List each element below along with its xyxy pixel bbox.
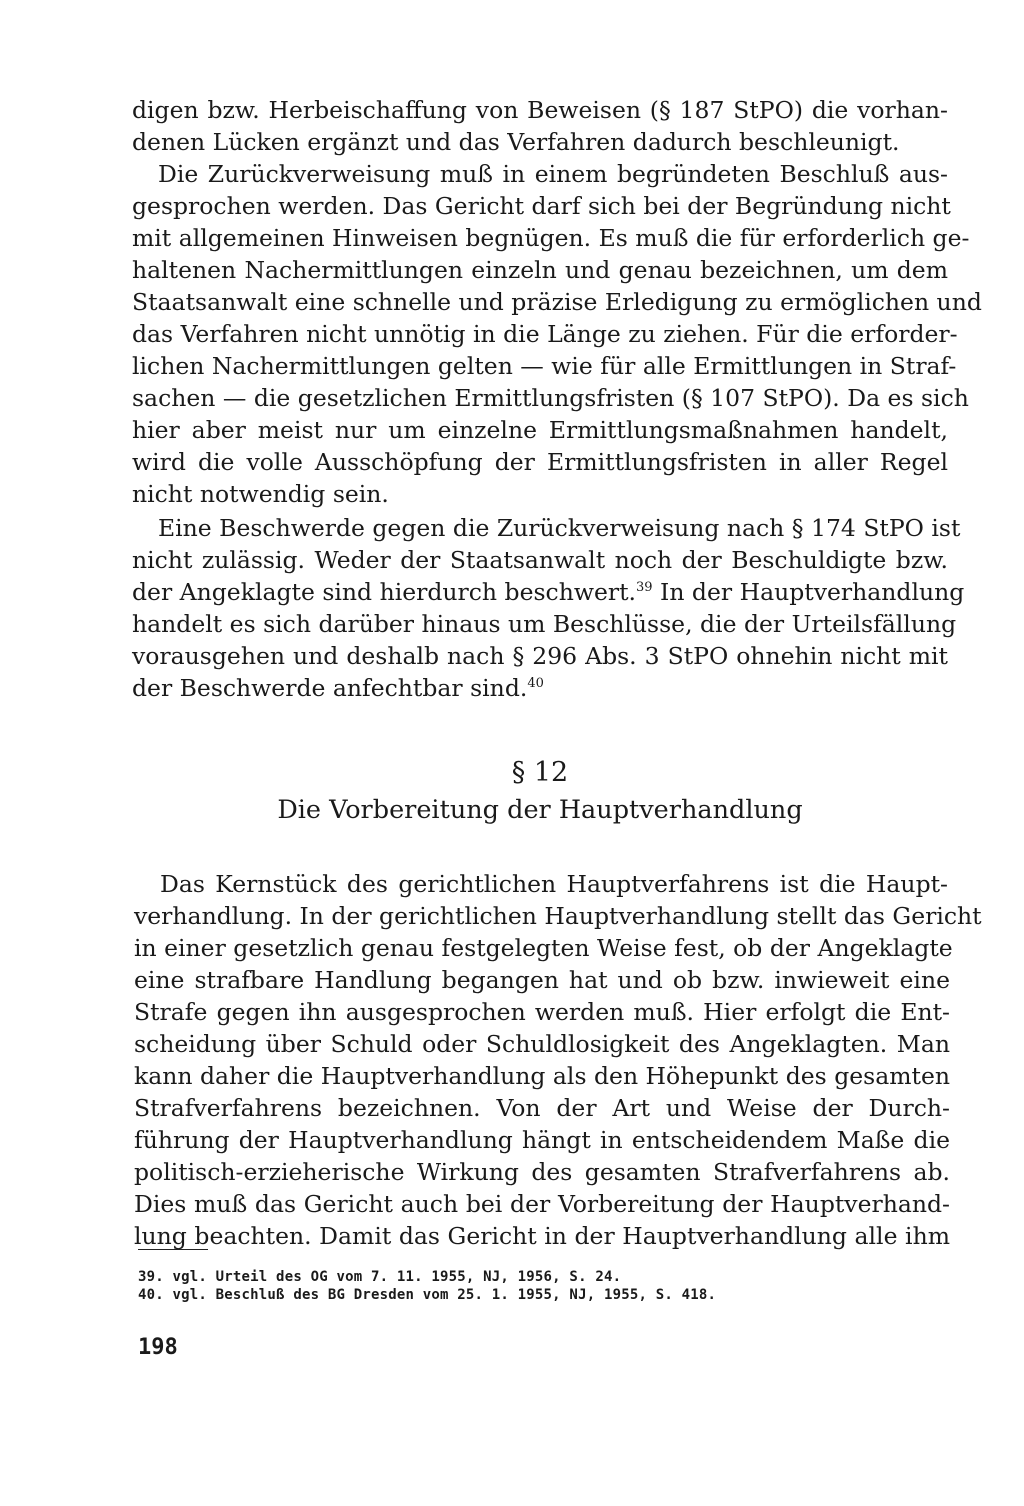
text-line: denen Lücken ergänzt und das Verfahren dadurch beschleunigt. bbox=[132, 128, 900, 156]
text-line: Strafe gegen ihn ausgesprochen werden muß. Hier erfolgt die Ent- bbox=[134, 998, 950, 1026]
text-line: mit allgemeinen Hinweisen begnügen. Es muß die für erforderlich ge- bbox=[132, 224, 970, 252]
text-line: wird die volle Ausschöpfung der Ermittlungsfristen in aller Regel bbox=[132, 448, 948, 476]
text-line: nicht notwendig sein. bbox=[132, 480, 389, 508]
footnote-separator bbox=[138, 1249, 208, 1250]
text-line: das Verfahren nicht unnötig in die Länge zu ziehen. Für die erforder- bbox=[132, 320, 958, 348]
text-line: kann daher die Hauptverhandlung als den Höhepunkt des gesamten bbox=[134, 1062, 950, 1090]
text-line: verhandlung. In der gerichtlichen Hauptverhandlung stellt das Gericht bbox=[134, 902, 982, 930]
text-line: hier aber meist nur um einzelne Ermittlungsmaßnahmen handelt, bbox=[132, 416, 948, 444]
text-line: vorausgehen und deshalb nach § 296 Abs. 3 StPO ohnehin nicht mit bbox=[132, 642, 948, 670]
text-line: Das Kernstück des gerichtlichen Hauptverfahrens ist die Haupt- bbox=[160, 870, 948, 898]
text-segment: In der Hauptverhandlung bbox=[660, 578, 965, 606]
footnote-ref-39: 39 bbox=[636, 580, 653, 596]
text-line: nicht zulässig. Weder der Staatsanwalt noch der Beschuldigte bzw. bbox=[132, 546, 948, 574]
footnote-40: 40. vgl. Beschluß des BG Dresden vom 25. 1. 1955, NJ, 1955, S. 418. bbox=[138, 1287, 717, 1303]
text-line: eine strafbare Handlung begangen hat und ob bzw. inwieweit eine bbox=[134, 966, 950, 994]
text-line: lichen Nachermittlungen gelten — wie für alle Ermittlungen in Straf- bbox=[132, 352, 957, 380]
footnote-39: 39. vgl. Urteil des OG vom 7. 11. 1955, NJ, 1956, S. 24. bbox=[138, 1269, 622, 1285]
text-line: haltenen Nachermittlungen einzeln und genau bezeichnen, um dem bbox=[132, 256, 948, 284]
section-title: Die Vorbereitung der Hauptverhandlung bbox=[277, 795, 803, 825]
page-number: 198 bbox=[138, 1335, 178, 1360]
text-line: in einer gesetzlich genau festgelegten Weise fest, ob der Angeklagte bbox=[134, 934, 953, 962]
text-line-with-footnote bbox=[132, 576, 965, 608]
text-line: Staatsanwalt eine schnelle und präzise Erledigung zu ermöglichen und bbox=[132, 288, 982, 316]
text-line-with-footnote bbox=[132, 672, 948, 704]
text-line: digen bzw. Herbeischaffung von Beweisen (§ 187 StPO) die vorhan- bbox=[132, 96, 948, 124]
text-line: Dies muß das Gericht auch bei der Vorbereitung der Hauptverhand- bbox=[134, 1190, 950, 1218]
text-line: politisch-erzieherische Wirkung des gesamten Strafverfahrens ab. bbox=[134, 1158, 950, 1186]
section-number: § 12 bbox=[511, 757, 569, 788]
text-line: Eine Beschwerde gegen die Zurückverweisung nach § 174 StPO ist bbox=[158, 514, 961, 542]
text-line: sachen — die gesetzlichen Ermittlungsfristen (§ 107 StPO). Da es sich bbox=[132, 384, 969, 412]
text-segment: der Angeklagte sind hierdurch beschwert. bbox=[132, 578, 637, 606]
text-segment: der Beschwerde anfechtbar sind. bbox=[132, 674, 528, 702]
text-line: führung der Hauptverhandlung hängt in entscheidendem Maße die bbox=[134, 1126, 950, 1154]
footnote-ref-40: 40 bbox=[527, 676, 544, 692]
text-line: Die Zurückverweisung muß in einem begründeten Beschluß aus- bbox=[158, 160, 948, 188]
text-line: handelt es sich darüber hinaus um Beschlüsse, die der Urteilsfällung bbox=[132, 610, 957, 638]
text-line: scheidung über Schuld oder Schuldlosigkeit des Angeklagten. Man bbox=[134, 1030, 950, 1058]
text-line: lung beachten. Damit das Gericht in der Hauptverhandlung alle ihm bbox=[134, 1222, 950, 1250]
text-line: gesprochen werden. Das Gericht darf sich bei der Begründung nicht bbox=[132, 192, 951, 220]
text-line: Strafverfahrens bezeichnen. Von der Art und Weise der Durch- bbox=[134, 1094, 950, 1122]
